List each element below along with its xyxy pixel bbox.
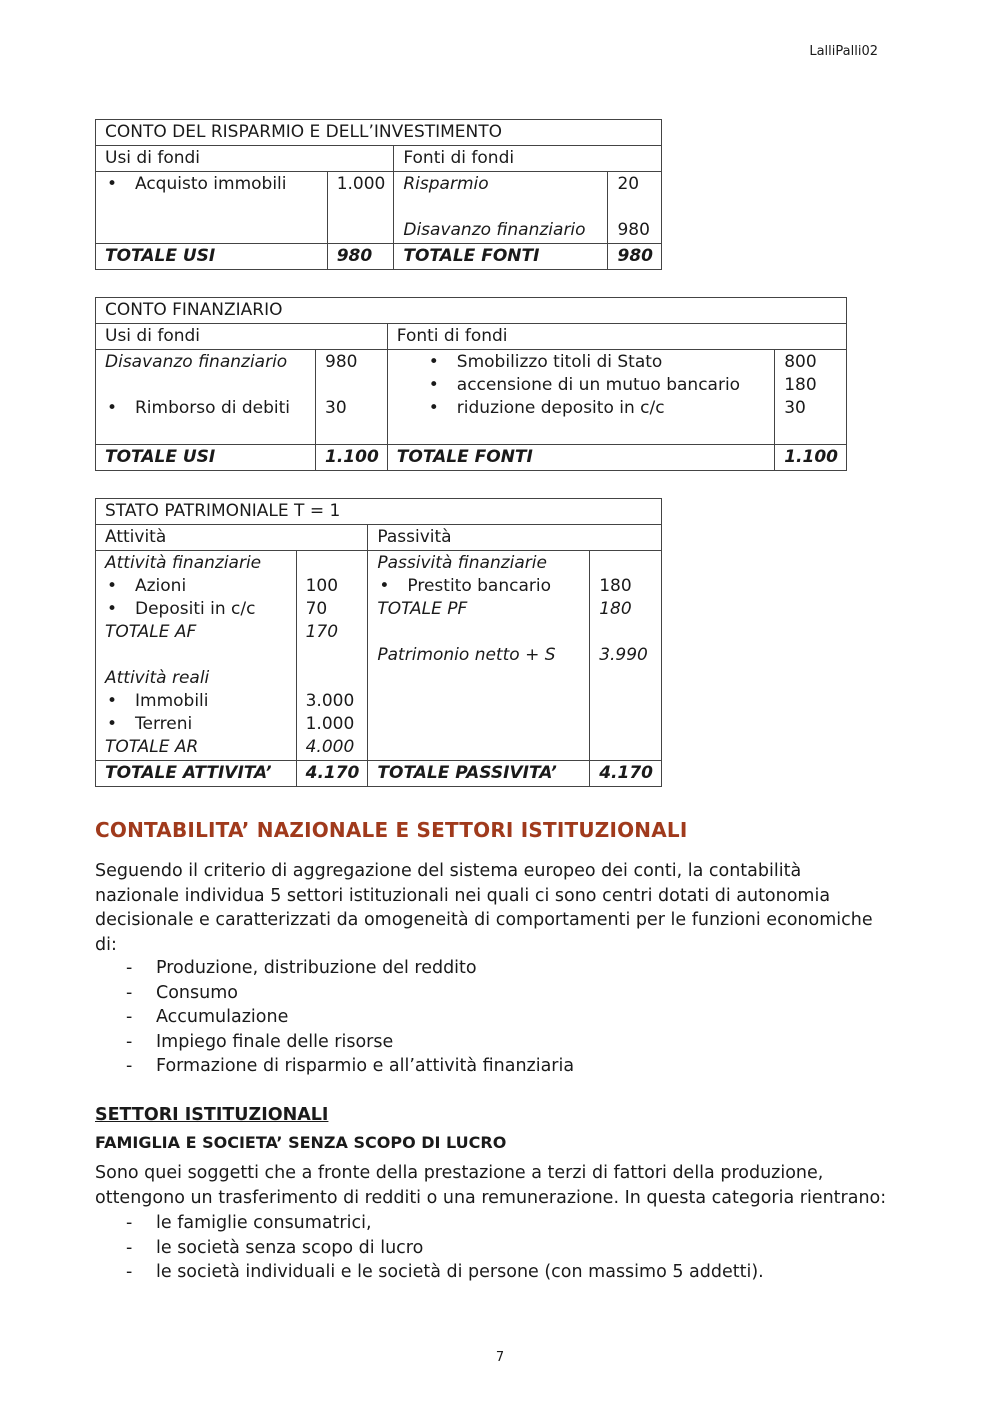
fonti-item: • accensione di un mutuo bancario — [427, 374, 766, 397]
list-item: - le famiglie consumatrici, — [122, 1211, 764, 1236]
fonti-value: 180 — [784, 375, 817, 395]
fonti-item: • riduzione deposito in c/c — [427, 397, 766, 420]
fonti-values — [775, 350, 847, 445]
usi-cell — [96, 172, 328, 244]
usi-value: 1.000 — [327, 172, 394, 244]
page-number: 7 — [495, 1350, 505, 1365]
page-header-author: LalliPalli02 — [809, 44, 878, 59]
fonti-value: 980 — [617, 220, 650, 240]
passivita-values — [590, 551, 662, 761]
paragraph-line: decisionale e caratterizzati da omogeneità di comportamenti per le funzioni economiche — [95, 910, 873, 930]
paragraph-line: ottengono un trasferimento di redditi o una remunerazione. In questa categoria rientrano: — [95, 1187, 887, 1208]
totale-fonti-label: TOTALE FONTI — [387, 445, 774, 471]
usi-item: • Acquisto immobili — [105, 173, 319, 196]
column-header-usi: Usi di fondi — [96, 146, 394, 172]
fonti-cell — [387, 350, 774, 445]
totale-passivita-label: TOTALE PASSIVITA’ — [368, 761, 590, 787]
subtotal-label: TOTALE AR — [105, 737, 199, 757]
fonti-item: Disavanzo finanziario — [403, 220, 586, 240]
usi-values — [316, 350, 388, 445]
table-title: CONTO FINANZIARIO — [96, 298, 847, 324]
paragraph-line: Sono quei soggetti che a fronte della prestazione a terzi di fattori della produzione, — [95, 1163, 824, 1183]
attivita-value: 100 — [305, 576, 339, 596]
usi-cell — [96, 350, 316, 445]
section-heading: Passività finanziarie — [377, 553, 547, 573]
usi-value: 30 — [325, 398, 347, 418]
section-heading: Attività reali — [105, 668, 210, 688]
usi-item: Disavanzo finanziario — [105, 352, 288, 372]
usi-value: 980 — [325, 352, 358, 372]
list-item: - Produzione, distribuzione del reddito — [122, 956, 574, 981]
usi-item: • Rimborso di debiti — [105, 397, 307, 420]
totale-fonti-value: 1.100 — [775, 445, 847, 471]
attivita-cell — [96, 551, 297, 761]
subsection-heading: SETTORI ISTITUZIONALI — [95, 1105, 329, 1125]
conto-finanziario-table — [95, 297, 847, 471]
functions-list — [122, 956, 574, 1079]
attivita-item: • Terreni — [105, 713, 288, 736]
section-heading: CONTABILITA’ NAZIONALE E SETTORI ISTITUZIONALI — [95, 818, 688, 842]
totale-usi-label: TOTALE USI — [96, 445, 316, 471]
subtotal-value: 170 — [305, 622, 339, 642]
attivita-item: • Immobili — [105, 690, 288, 713]
attivita-value: 70 — [305, 599, 328, 619]
column-header-usi: Usi di fondi — [96, 324, 388, 350]
fonti-values — [608, 172, 662, 244]
totale-usi-value: 980 — [327, 244, 394, 270]
subsubsection-heading: FAMIGLIA E SOCIETA’ SENZA SCOPO DI LUCRO — [95, 1133, 507, 1152]
fonti-item: Risparmio — [403, 174, 489, 194]
column-header-fonti: Fonti di fondi — [394, 146, 662, 172]
section-paragraph — [95, 859, 915, 957]
attivita-value: 3.000 — [305, 691, 355, 711]
totale-attivita-label: TOTALE ATTIVITA’ — [96, 761, 297, 787]
paragraph-line: Seguendo il criterio di aggregazione del sistema europeo dei conti, la contabilità — [95, 861, 802, 881]
totale-usi-label: TOTALE USI — [96, 244, 328, 270]
column-header-fonti: Fonti di fondi — [387, 324, 846, 350]
table-title: CONTO DEL RISPARMIO E DELL’INVESTIMENTO — [96, 120, 662, 146]
fonti-value: 20 — [617, 174, 640, 194]
list-item: - Accumulazione — [122, 1005, 574, 1030]
column-header-passivita: Passività — [368, 525, 662, 551]
fonti-item: • Smobilizzo titoli di Stato — [427, 351, 766, 374]
section-heading: Attività finanziarie — [105, 553, 262, 573]
stato-patrimoniale-table — [95, 498, 662, 787]
column-header-attivita: Attività — [96, 525, 368, 551]
table-title: STATO PATRIMONIALE T = 1 — [96, 499, 662, 525]
passivita-item: • Prestito bancario — [377, 575, 581, 598]
list-item: - le società senza scopo di lucro — [122, 1236, 764, 1261]
fonti-value: 800 — [784, 352, 817, 372]
passivita-value: 180 — [599, 576, 632, 596]
patrimonio-netto-label: Patrimonio netto + S — [377, 645, 556, 665]
settori-paragraph — [95, 1161, 915, 1210]
list-item: - Formazione di risparmio e all’attività finanziaria — [122, 1054, 574, 1079]
subtotal-label: TOTALE AF — [105, 622, 197, 642]
list-item: - le società individuali e le società di persone (con massimo 5 addetti). — [122, 1260, 764, 1285]
paragraph-line: nazionale individua 5 settori istituzionali nei quali ci sono centri dotati di autonomia — [95, 885, 831, 906]
fonti-value: 30 — [784, 398, 806, 418]
list-item: - Impiego finale delle risorse — [122, 1030, 574, 1055]
totale-usi-value: 1.100 — [316, 445, 388, 471]
totale-passivita-value: 4.170 — [590, 761, 662, 787]
paragraph-line: di: — [95, 934, 117, 955]
passivita-cell — [368, 551, 590, 761]
totale-fonti-label: TOTALE FONTI — [394, 244, 608, 270]
list-item: - Consumo — [122, 981, 574, 1006]
patrimonio-netto-value: 3.990 — [599, 645, 648, 665]
subtotal-label: TOTALE PF — [377, 599, 468, 619]
attivita-item: • Depositi in c/c — [105, 598, 288, 621]
subtotal-value: 180 — [599, 599, 632, 619]
fonti-cell — [394, 172, 608, 244]
attivita-values — [296, 551, 368, 761]
settori-list — [122, 1211, 764, 1285]
attivita-value: 1.000 — [305, 714, 355, 734]
totale-fonti-value: 980 — [608, 244, 662, 270]
subtotal-value: 4.000 — [305, 737, 355, 757]
attivita-item: • Azioni — [105, 575, 288, 598]
totale-attivita-value: 4.170 — [296, 761, 368, 787]
conto-risparmio-table — [95, 119, 662, 270]
